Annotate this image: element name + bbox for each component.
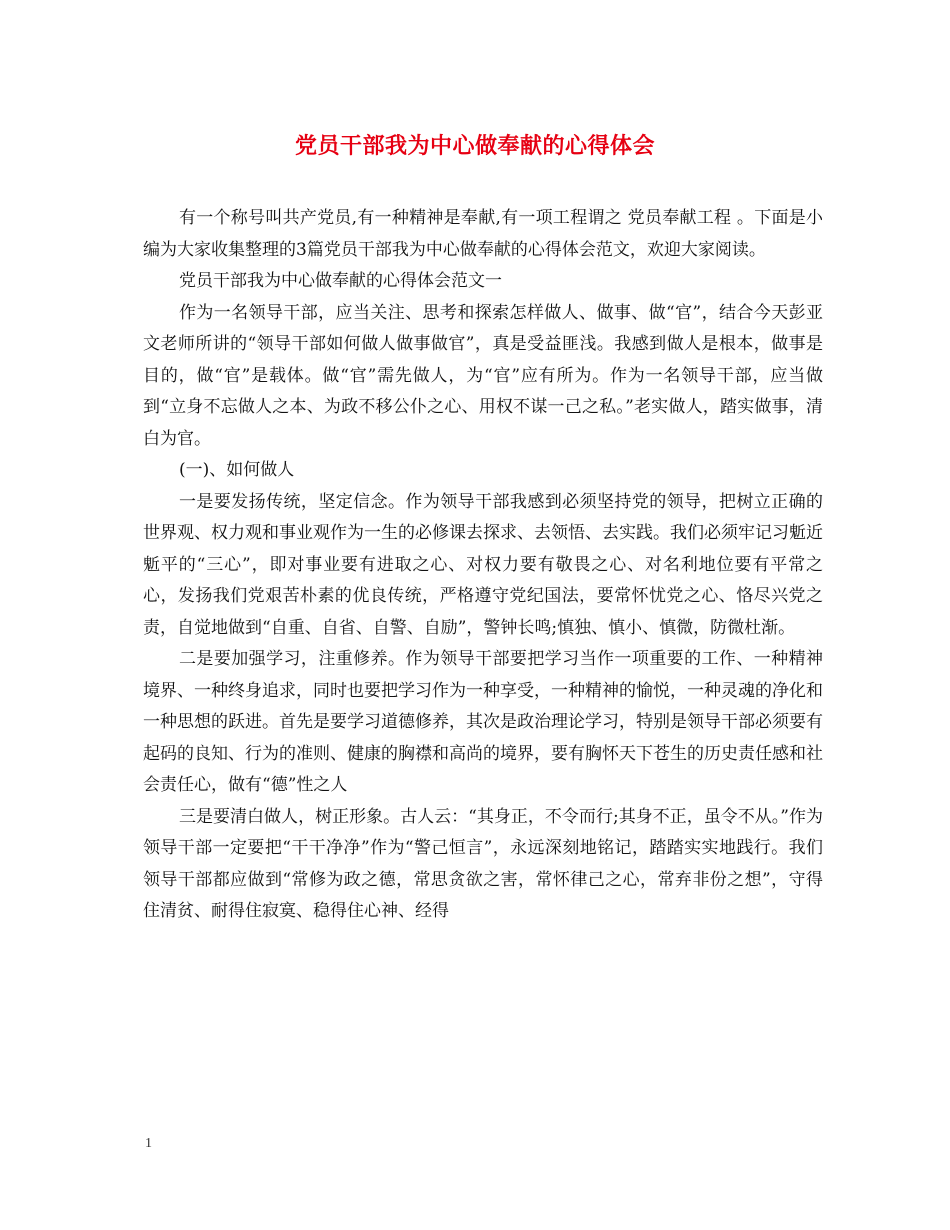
paragraph-opening: 作为一名领导干部，应当关注、思考和探索怎样做人、做事、做“官”，结合今天彭亚文老师所讲的“领导干部如何做人做事做官”，真是受益匪浅。我感到做人是根本，做事是目的，做“官”是载体。做“官”需先做人，为“官”应有所为。作为一名领导干部，应当做到“立身不忘做人之本、为政不移公仆之心、用权不谋一己之私。”老实做人，踏实做事，清白为官。	[143, 302, 823, 449]
paragraph-intro: 有一个称号叫共产党员,有一种精神是奉献,有一项工程谓之 党员奉献工程 。下面是小编为大家收集整理的3篇党员干部我为中心做奉献的心得体会范文，欢迎大家阅读。	[143, 208, 823, 260]
page-number: 1	[145, 1136, 152, 1151]
document-title: 党员干部我为中心做奉献的心得体会	[294, 133, 655, 159]
paragraph-subheading: (一)、如何做人	[179, 460, 295, 480]
paragraph-point-three: 三是要清白做人，树正形象。古人云：“其身正，不令而行;其身不正，虽令不从。”作为领导干部一定要把“干干净净”作为“警己恒言”，永远深刻地铭记，踏踏实实地践行。我们领导干部都应做到“常修为政之德，常思贪欲之害，常怀律己之心，常弃非份之想”，守得住清贫、耐得住寂寞、稳得住心神、经得	[143, 806, 823, 921]
document-body	[143, 203, 823, 928]
paragraph-point-two: 二是要加强学习，注重修养。作为领导干部要把学习当作一项重要的工作、一种精神境界、一种终身追求，同时也要把学习作为一种享受，一种精神的愉悦，一种灵魂的净化和一种思想的跃进。首先是要学习道德修养，其次是政治理论学习，特别是领导干部必须要有起码的良知、行为的准则、健康的胸襟和高尚的境界，要有胸怀天下苍生的历史责任感和社会责任心，做有“德”性之人	[143, 649, 823, 795]
paragraph-section-heading: 党员干部我为中心做奉献的心得体会范文一	[179, 271, 502, 291]
paragraph-point-one: 一是要发扬传统，坚定信念。作为领导干部我感到必须坚持党的领导，把树立正确的世界观、权力观和事业观作为一生的必修课去探求、去领悟、去实践。我们必须牢记习鬿近鬿平的“三心”，即对事业要有进取之心、对权力要有敬畏之心、对名利地位要有平常之心，发扬我们党艰苦朴素的优良传统，严格遵守党纪国法，要常怀忧党之心、恪尽兴党之责，自觉地做到“自重、自省、自警、自励”，警钟长鸣;慎独、慎小、慎微，防微杜渐。	[143, 491, 823, 638]
